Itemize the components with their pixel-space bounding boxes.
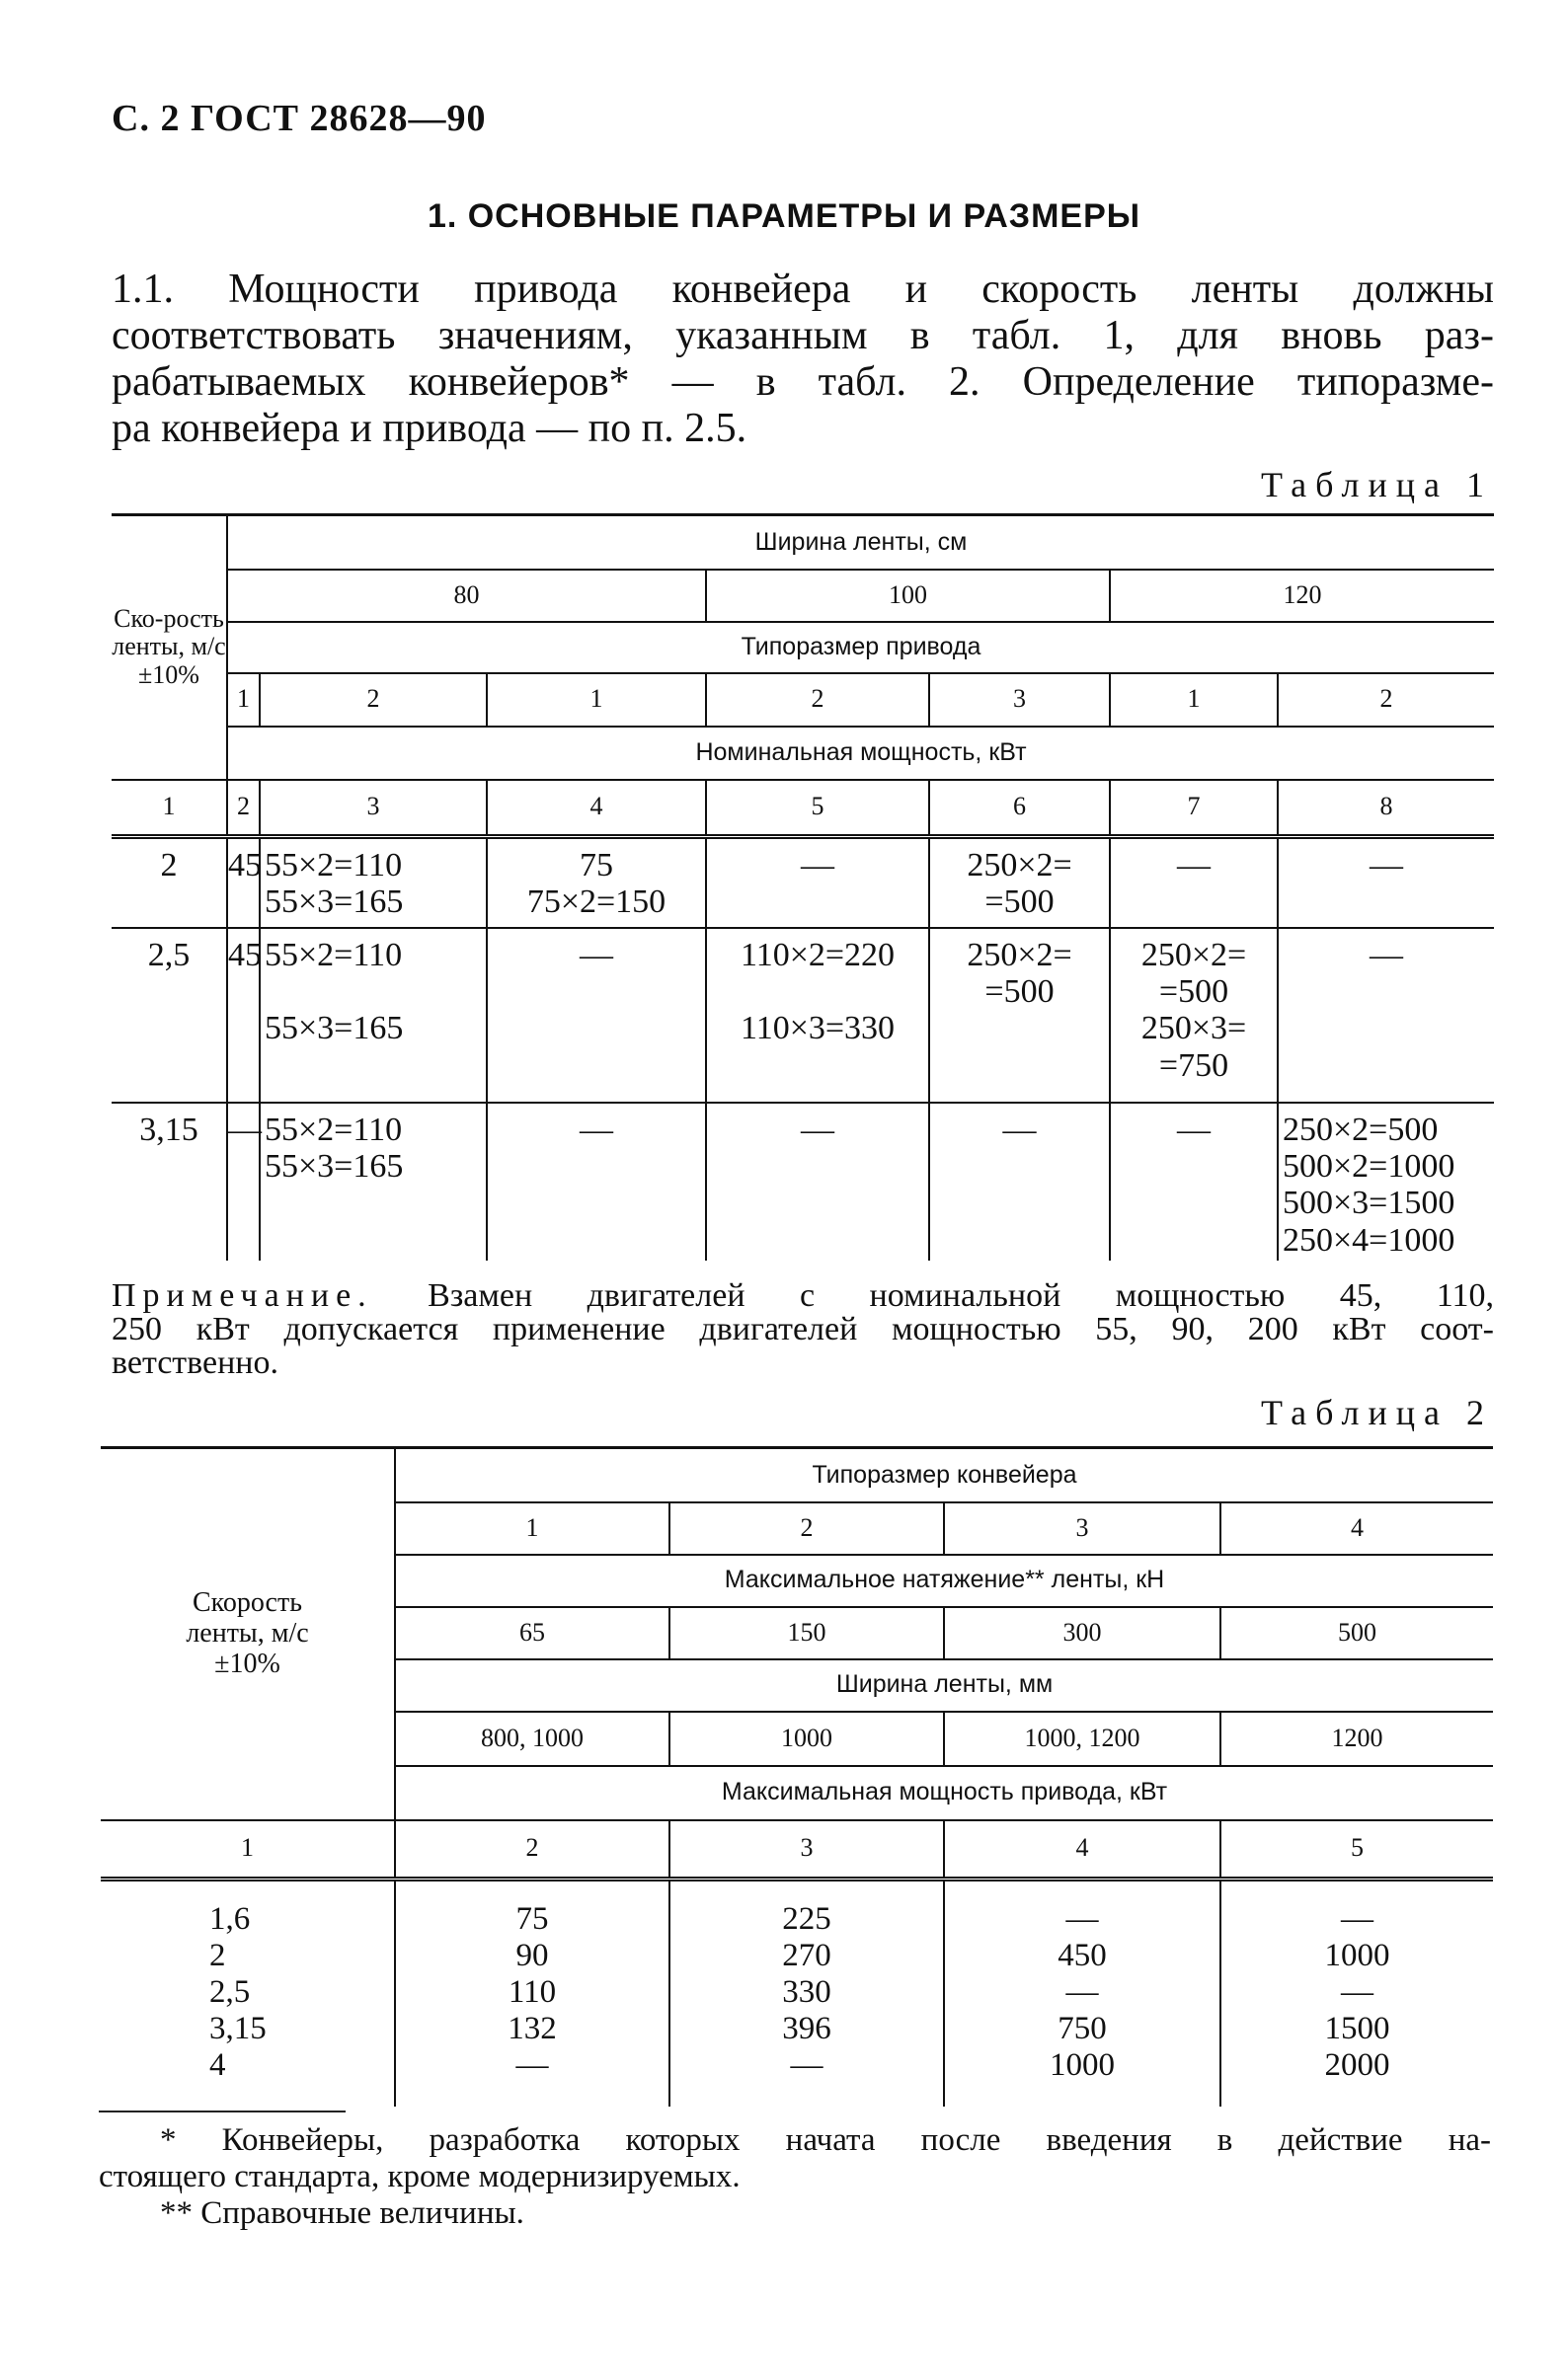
- t1-width-120: 120: [1110, 570, 1494, 622]
- t1-value: —: [1370, 936, 1403, 973]
- t2-value: 132: [508, 2011, 557, 2046]
- t2-value: 750: [1058, 2011, 1107, 2046]
- t1-colnum: 4: [487, 780, 706, 837]
- t2-speed: 4: [209, 2047, 226, 2083]
- t1-c8: [1278, 928, 1494, 1103]
- paragraph-1-1: [112, 267, 1494, 452]
- t2-conveyor-size: 4: [1220, 1502, 1493, 1555]
- t2-value: —: [515, 2047, 549, 2083]
- t1-value: 250×2=: [967, 936, 1072, 973]
- t1-value: 250×2=: [967, 847, 1072, 883]
- footnote-divider: [99, 2111, 346, 2112]
- t1-value: 250×3=: [1140, 1010, 1247, 1047]
- t1-c6: [929, 928, 1110, 1103]
- t2-speed: 1,6: [209, 1901, 251, 1937]
- section-title: 1. ОСНОВНЫЕ ПАРАМЕТРЫ И РАЗМЕРЫ: [427, 197, 1141, 235]
- t1-value: —: [580, 1111, 613, 1148]
- t1-value: —: [1002, 1111, 1037, 1148]
- t2-value: —: [1341, 1901, 1374, 1937]
- table-1: [112, 513, 1494, 1261]
- t1-speed: 2: [112, 837, 227, 928]
- t1-width-80: 80: [227, 570, 706, 622]
- t1-c5: [706, 928, 929, 1103]
- t1-value: 110×3=330: [740, 1009, 896, 1046]
- t1-value: =750: [1158, 1046, 1229, 1084]
- t1-value: 75×2=150: [526, 883, 666, 921]
- t1-c6: [929, 1103, 1110, 1261]
- t2-width-header: Ширина ленты, мм: [395, 1659, 1493, 1712]
- t2-conveyor-size: 2: [669, 1502, 944, 1555]
- note-label: Примечание.: [112, 1277, 373, 1314]
- t2-speed: 2: [209, 1938, 226, 1973]
- t2-value: 330: [782, 1974, 831, 2010]
- t2-colnum: 1: [101, 1820, 395, 1880]
- t1-value: 75: [580, 847, 613, 883]
- table1-note: [112, 1279, 1494, 1380]
- t2-conveyor-size: 3: [944, 1502, 1220, 1555]
- t1-width-header: Ширина ленты, см: [227, 515, 1494, 570]
- t1-speed: 2,5: [112, 928, 227, 1103]
- t1-c2: —: [227, 1103, 260, 1261]
- t1-value: =500: [984, 883, 1055, 921]
- t1-value: 250×4=1000: [1283, 1221, 1455, 1259]
- paragraph-line: ра конвейера и привода — по п. 2.5.: [112, 406, 747, 451]
- t1-value: 55×3=165: [265, 883, 404, 921]
- t1-c5: [706, 1103, 929, 1261]
- page-header: С. 2 ГОСТ 28628—90: [112, 98, 487, 139]
- t1-c6: [929, 837, 1110, 928]
- t1-c8: [1278, 1103, 1494, 1261]
- t1-value: 55×3=165: [265, 1147, 404, 1185]
- t2-tension: 500: [1220, 1607, 1493, 1659]
- t2-value: 1000: [1324, 1938, 1390, 1973]
- table-2: [101, 1446, 1493, 2107]
- t1-drive-5: 3: [929, 673, 1110, 727]
- footnotes: [99, 2122, 1491, 2232]
- note-line: [112, 1279, 1494, 1313]
- t2-speed: 3,15: [209, 2011, 267, 2046]
- table1-caption: Таблица 1: [1261, 465, 1493, 504]
- t1-c3: [260, 1103, 487, 1261]
- t1-value: =500: [1158, 972, 1229, 1010]
- t1-value: 500×3=1500: [1283, 1185, 1455, 1222]
- paragraph-line: 1.1. Мощности привода конвейера и скорость ленты должны: [112, 267, 1494, 312]
- t2-conveyor-header: Типоразмер конвейера: [395, 1448, 1493, 1502]
- t1-speed: 3,15: [112, 1103, 227, 1261]
- t1-c7: [1110, 1103, 1278, 1261]
- note-line: 250 кВт допускается применение двигателей мощностью 55, 90, 200 кВт соот-: [112, 1311, 1494, 1347]
- table2-caption: Таблица 2: [1261, 1393, 1493, 1432]
- t2-value: 396: [782, 2011, 831, 2046]
- t2-power-header: Максимальная мощность привода, кВт: [395, 1766, 1493, 1820]
- note-line: ветственно.: [112, 1344, 279, 1381]
- t1-colnum: 2: [227, 780, 260, 837]
- t1-c2: 45: [227, 928, 260, 1103]
- footnote-1-line: стоящего стандарта, кроме модернизируемых.: [99, 2159, 741, 2194]
- t1-value: 250×2=: [1140, 936, 1247, 973]
- t2-value: —: [1065, 1974, 1099, 2010]
- t1-colnum: 1: [112, 780, 227, 837]
- t2-value: 1000: [1050, 2047, 1115, 2083]
- t1-value: =500: [984, 972, 1055, 1010]
- t2-speed-header: Скорость ленты, м/с ±10%: [101, 1448, 395, 1820]
- t2-tension-header: Максимальное натяжение** ленты, кН: [395, 1555, 1493, 1607]
- t1-colnum: 8: [1278, 780, 1494, 837]
- t1-value: —: [580, 936, 613, 973]
- t1-c4: [487, 837, 706, 928]
- t2-colnum: 4: [944, 1820, 1220, 1880]
- t1-drive-header: Типоразмер привода: [227, 622, 1494, 673]
- t2-speed-col: [101, 1880, 395, 2107]
- t1-value: —: [801, 847, 834, 883]
- t2-width: 800, 1000: [395, 1712, 669, 1766]
- t2-value: —: [790, 2047, 823, 2083]
- t2-colnum: 2: [395, 1820, 669, 1880]
- t1-c5: [706, 837, 929, 928]
- t2-value: 225: [782, 1901, 831, 1937]
- t1-value: 110×2=220: [740, 936, 896, 973]
- t1-width-100: 100: [706, 570, 1110, 622]
- t2-tension: 150: [669, 1607, 944, 1659]
- t2-col4: [944, 1880, 1220, 2107]
- t2-colnum: 3: [669, 1820, 944, 1880]
- t1-drive-7: 2: [1278, 673, 1494, 727]
- t2-width: 1000: [669, 1712, 944, 1766]
- t2-col2: [395, 1880, 669, 2107]
- t1-value: 55×2=110: [265, 847, 403, 883]
- t1-c4: [487, 1103, 706, 1261]
- footnote-1-line: * Конвейеры, разработка которых начата после введения в действие на-: [160, 2122, 1491, 2158]
- t1-drive-6: 1: [1110, 673, 1278, 727]
- paragraph-line: соответствовать значениям, указанным в табл. 1, для вновь раз-: [112, 313, 1494, 358]
- t1-value: —: [1177, 847, 1211, 883]
- t1-c2: 45: [227, 837, 260, 928]
- t1-colnum: 5: [706, 780, 929, 837]
- t2-value: 75: [515, 1901, 549, 1937]
- t1-c7: [1110, 837, 1278, 928]
- t1-value: 55×2=110: [265, 1111, 403, 1148]
- t1-value: —: [801, 1111, 834, 1148]
- t1-c8: [1278, 837, 1494, 928]
- paragraph-line: рабатываемых конвейеров* — в табл. 2. Определение типоразме-: [112, 359, 1494, 405]
- t1-power-header: Номинальная мощность, кВт: [227, 727, 1494, 780]
- t2-value: 90: [515, 1938, 549, 1973]
- t1-drive-4: 2: [706, 673, 929, 727]
- t2-width: 1200: [1220, 1712, 1493, 1766]
- t1-c7: [1110, 928, 1278, 1103]
- t2-col5: [1220, 1880, 1493, 2107]
- t1-colnum: 6: [929, 780, 1110, 837]
- t2-col3: [669, 1880, 944, 2107]
- note-text: Взамен двигателей с номинальной мощностью 45, 110,: [372, 1277, 1494, 1314]
- t1-speed-header: Ско-рость ленты, м/с ±10%: [112, 515, 227, 780]
- t2-width: 1000, 1200: [944, 1712, 1220, 1766]
- t2-colnum: 5: [1220, 1820, 1493, 1880]
- t1-value: 55×2=110: [265, 936, 403, 973]
- t1-value: 500×2=1000: [1283, 1147, 1455, 1185]
- t2-tension: 300: [944, 1607, 1220, 1659]
- t2-tension: 65: [395, 1607, 669, 1659]
- t1-value: —: [1370, 847, 1403, 883]
- t2-conveyor-size: 1: [395, 1502, 669, 1555]
- t2-value: 270: [782, 1938, 831, 1973]
- t1-drive-1: 1: [227, 673, 260, 727]
- t1-drive-2: 2: [260, 673, 487, 727]
- t1-drive-3: 1: [487, 673, 706, 727]
- t1-c3: [260, 837, 487, 928]
- t1-value: 55×3=165: [265, 1009, 404, 1046]
- t1-c3: [260, 928, 487, 1103]
- t2-value: 110: [508, 1974, 557, 2010]
- t2-value: 1500: [1324, 2011, 1390, 2046]
- t2-value: —: [1341, 1974, 1374, 2010]
- t1-value: —: [1177, 1111, 1211, 1148]
- t1-colnum: 7: [1110, 780, 1278, 837]
- t1-value: 250×2=500: [1283, 1111, 1439, 1148]
- footnote-2: ** Справочные величины.: [160, 2195, 524, 2231]
- t2-value: 450: [1058, 1938, 1107, 1973]
- t2-value: —: [1065, 1901, 1099, 1937]
- t2-value: 2000: [1324, 2047, 1390, 2083]
- t2-speed: 2,5: [209, 1974, 251, 2010]
- t1-colnum: 3: [260, 780, 487, 837]
- t1-c4: [487, 928, 706, 1103]
